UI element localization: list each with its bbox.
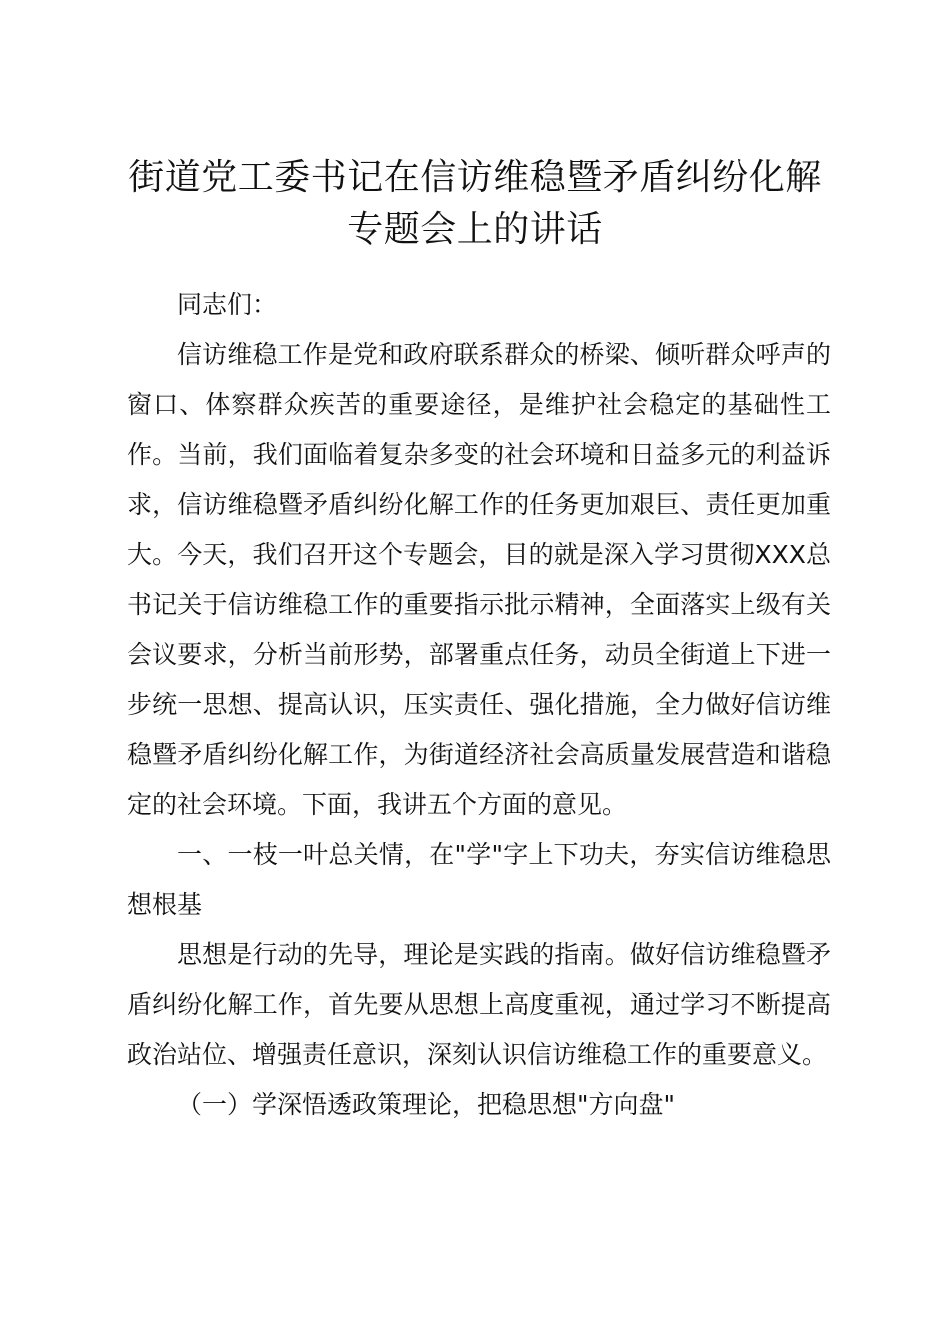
document-body [127,280,831,1130]
subsection-heading-1: （一）学深悟透政策理论，把稳思想"方向盘" [177,1090,675,1119]
paragraph-section-1: 思想是行动的先导，理论是实践的指南。做好信访维稳暨矛盾纠纷化解工作，首先要从思想上高度重视，通过学习不断提高政治站位、增强责任意识，深刻认识信访维稳工作的重要意义。 [127,940,831,1069]
document-title: 街道党工委书记在信访维稳暨矛盾纠纷化解专题会上的讲话 [128,157,822,250]
section-heading-1: 一、一枝一叶总关情，在"学"字上下功夫，夯实信访维稳思想根基 [127,840,831,919]
salutation: 同志们： [177,290,278,319]
paragraph-intro: 信访维稳工作是党和政府联系群众的桥梁、倾听群众呼声的窗口、体察群众疾苦的重要途径，是维护社会稳定的基础性工作。当前，我们面临着复杂多变的社会环境和日益多元的利益诉求，信访维稳暨矛盾纠纷化解工作的任务更加艰巨、责任更加重大。今天，我们召开这个专题会，目的就是深入学习贯彻XXX总书记关于信访维稳工作的重要指示批示精神，全面落实上级有关会议要求，分析当前形势，部署重点任务，动员全街道上下进一步统一思想、提高认识，压实责任、强化措施，全力做好信访维稳暨矛盾纠纷化解工作，为街道经济社会高质量发展营造和谐稳定的社会环境。下面，我讲五个方面的意见。 [127,340,831,819]
